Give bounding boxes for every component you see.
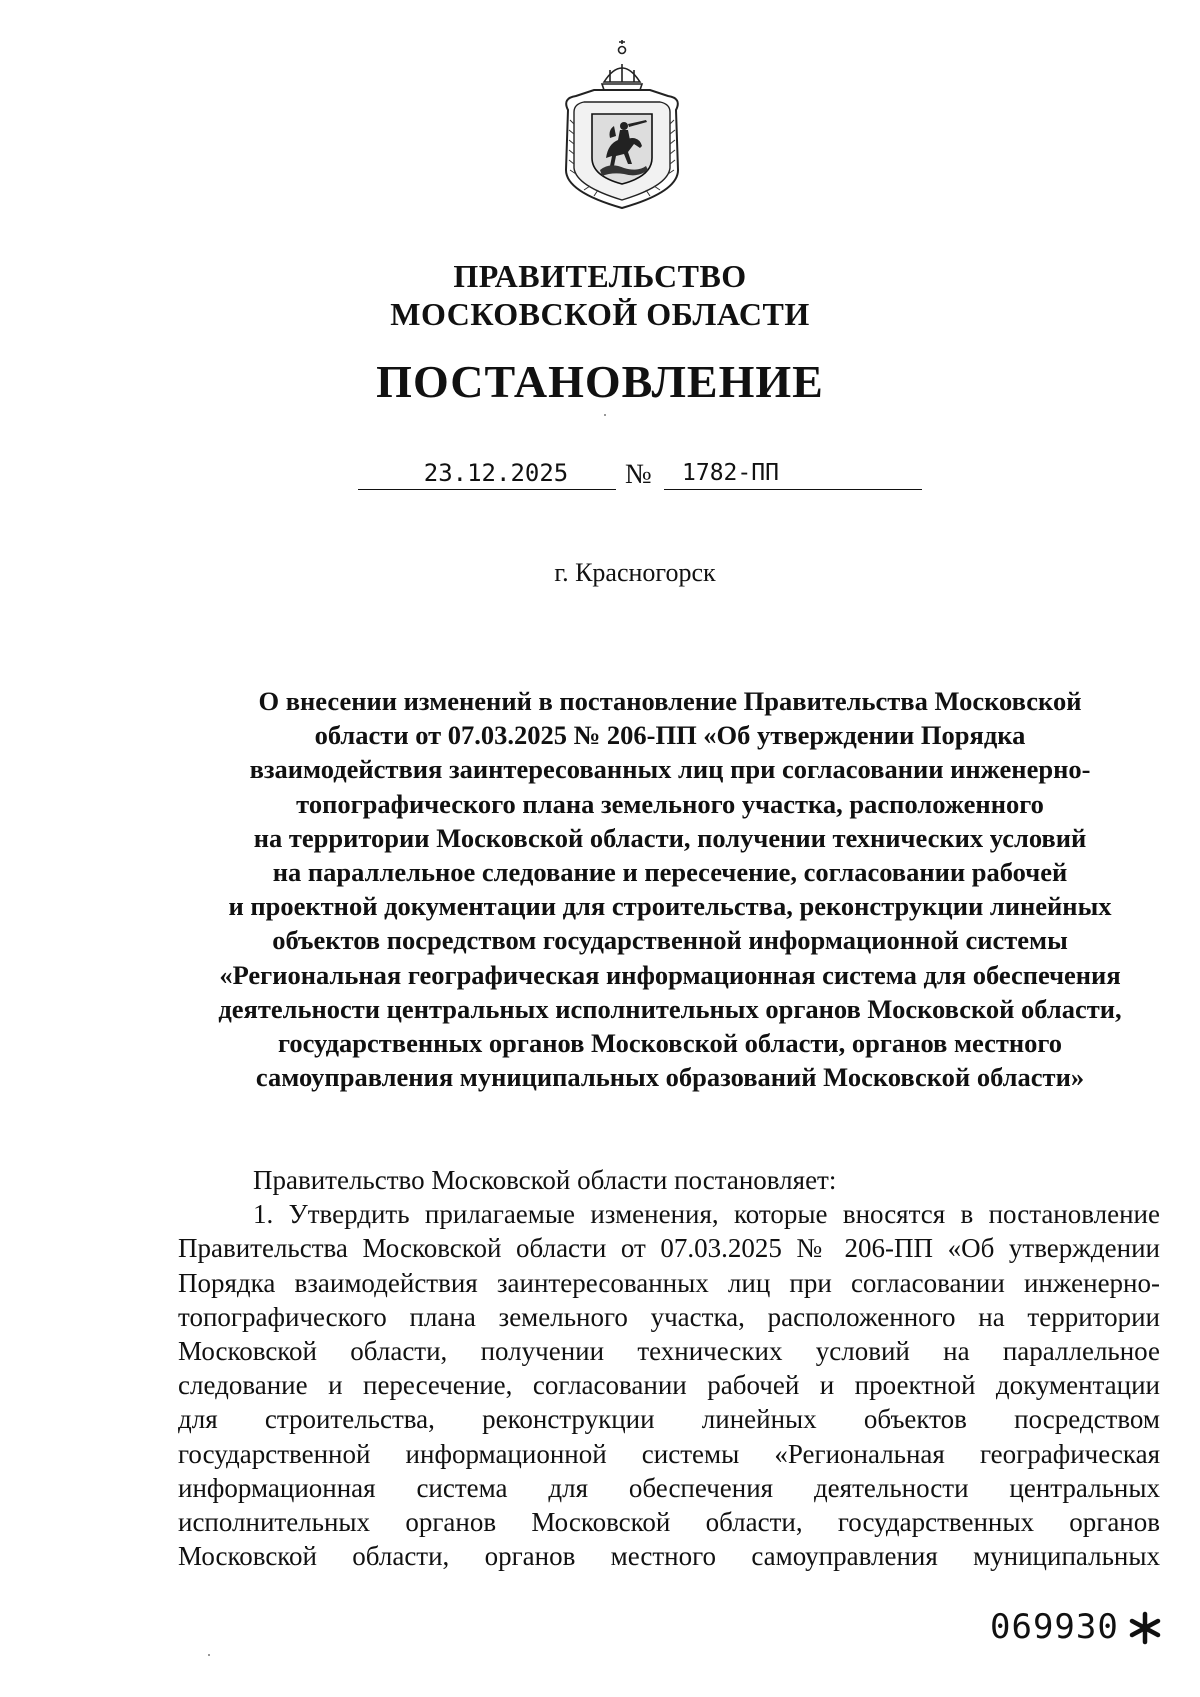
asterisk-icon: [1128, 1611, 1162, 1645]
scan-speck: [604, 414, 606, 416]
body-line: Московской области, получении технических условий на параллельное: [178, 1336, 1160, 1367]
body-line: 1. Утвердить прилагаемые изменения, которые вносятся в постановление: [253, 1199, 1160, 1230]
moscow-oblast-coat-of-arms-icon: [554, 40, 690, 212]
document-body: [178, 1163, 1160, 1573]
subject-line: на территории Московской области, получении технических условий: [253, 822, 1087, 853]
subject-line: объектов посредством государственной информационной системы: [272, 925, 1068, 956]
issuing-authority: [0, 257, 1200, 333]
registration-line: [0, 453, 1200, 493]
body-line: исполнительных органов Московской области, государственных органов: [178, 1507, 1160, 1538]
subject-line: «Региональная географическая информационная система для обеспечения: [219, 959, 1121, 990]
body-line: Порядка взаимодействия заинтересованных лиц при согласовании инженерно-: [178, 1267, 1160, 1298]
subject-line: самоуправления муниципальных образований Московской области»: [255, 1062, 1085, 1093]
document-number: 1782-ПП: [664, 457, 922, 490]
blank-serial-number: 069930: [990, 1607, 1119, 1647]
subject-line: взаимодействия заинтересованных лиц при согласовании инженерно-: [249, 754, 1091, 785]
scan-speck: [208, 1654, 210, 1656]
body-line: государственной информационной системы «Региональная географическая: [178, 1438, 1160, 1469]
subject-line: на параллельное следование и пересечение, согласовании рабочей: [272, 857, 1068, 888]
number-sign: №: [625, 459, 652, 490]
place-of-issue: г. Красногорск: [554, 558, 716, 587]
body-line: для строительства, реконструкции линейных объектов посредством: [178, 1404, 1160, 1435]
body-line: Правительства Московской области от 07.03.2025 № 206-ПП «Об утверждении: [178, 1233, 1160, 1264]
subject-line: области от 07.03.2025 № 206-ПП «Об утверждении Порядка: [314, 720, 1026, 751]
body-intro: Правительство Московской области постановляет:: [253, 1165, 837, 1195]
body-line: следование и пересечение, согласовании рабочей и проектной документации: [178, 1370, 1160, 1401]
document-subject: [180, 684, 1160, 1094]
subject-line: и проектной документации для строительства, реконструкции линейных: [228, 891, 1112, 922]
subject-line: деятельности центральных исполнительных органов Московской области,: [218, 993, 1122, 1024]
subject-line: государственных органов Московской области, органов местного: [277, 1028, 1063, 1059]
body-line: информационная система для обеспечения деятельности центральных: [178, 1472, 1160, 1503]
subject-line: О внесении изменений в постановление Правительства Московской: [258, 686, 1082, 716]
subject-line: топографического плана земельного участка, расположенного: [296, 788, 1044, 819]
authority-line-2: МОСКОВСКОЙ ОБЛАСТИ: [390, 296, 810, 332]
body-line: топографического плана земельного участка, расположенного на территории: [178, 1301, 1160, 1332]
body-line: Московской области, органов местного самоуправления муниципальных: [178, 1541, 1160, 1572]
authority-line-1: ПРАВИТЕЛЬСТВО: [453, 258, 747, 294]
document-date: 23.12.2025: [358, 457, 616, 490]
document-type: ПОСТАНОВЛЕНИЕ: [376, 356, 824, 407]
